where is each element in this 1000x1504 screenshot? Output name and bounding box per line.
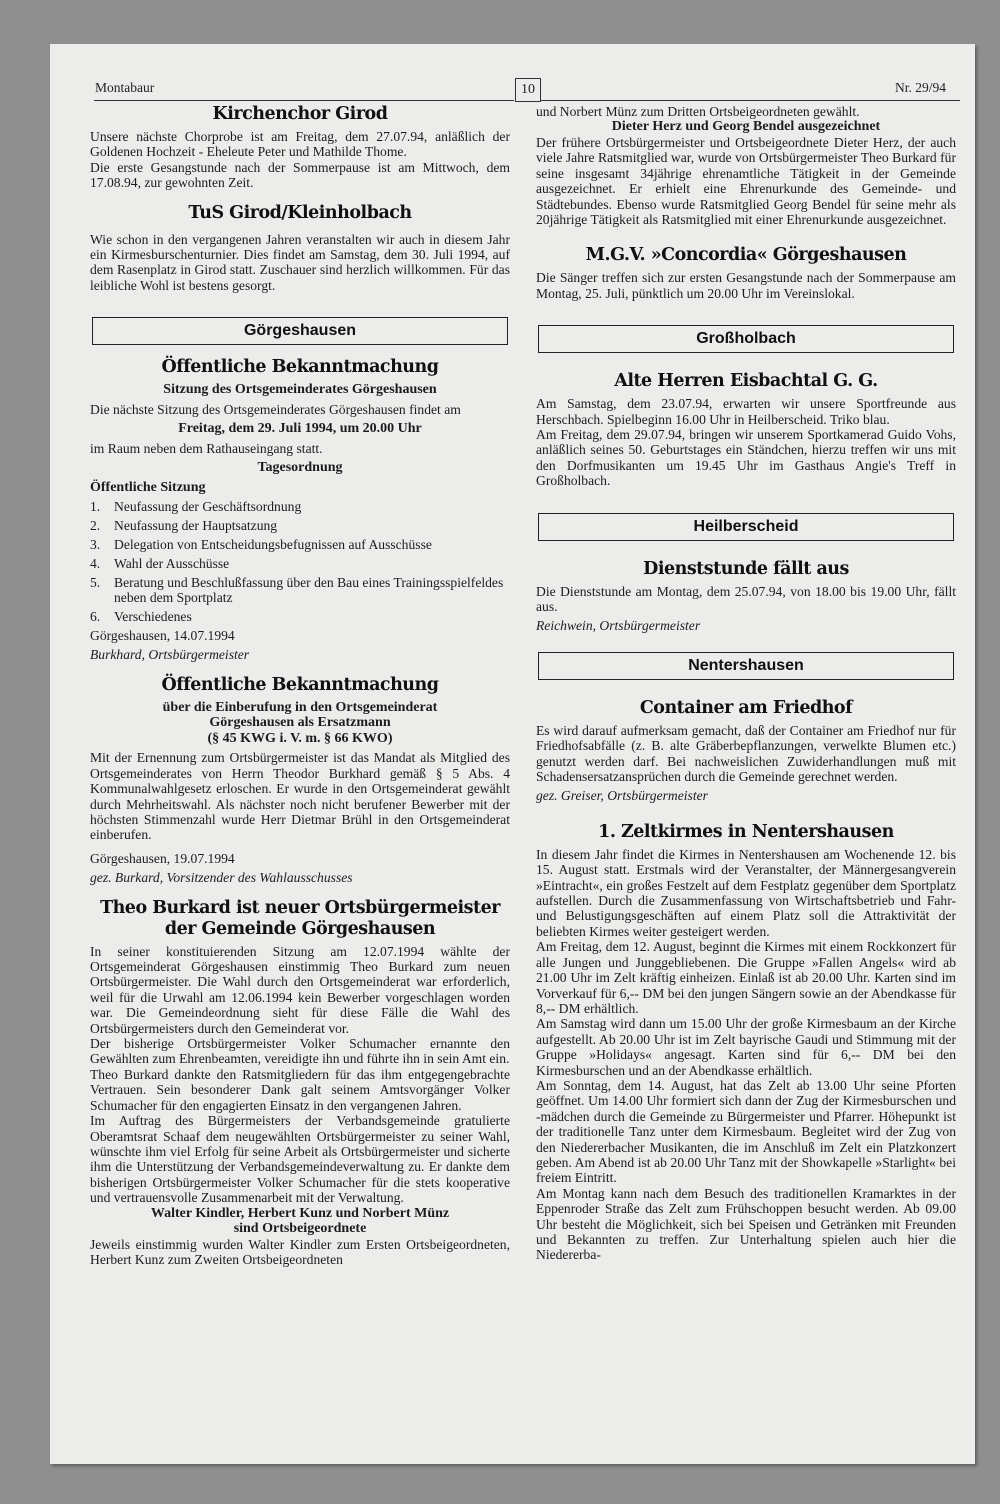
header-rule-left bbox=[94, 100, 514, 101]
signature: gez. Greiser, Ortsbürgermeister bbox=[536, 788, 708, 804]
article-text: Unsere nächste Chorprobe ist am Freitag, dem 27.07.94, anläßlich der Goldenen Hochzeit - Eheleute Peter und Mathilde Thome. bbox=[90, 129, 510, 160]
page-number: 10 bbox=[515, 78, 541, 102]
article-title: Öffentliche Bekanntmachung bbox=[161, 674, 439, 695]
article-subtitle: Görgeshausen als Ersatzmann bbox=[209, 715, 391, 731]
header-locality: Montabaur bbox=[95, 80, 155, 95]
agenda-item: 2. Neufassung der Hauptsatzung bbox=[90, 518, 278, 534]
public-session-heading: Öffentliche Sitzung bbox=[90, 479, 206, 495]
article-text: In seiner konstituierenden Sitzung am 12.07.1994 wählte der Ortsgemeinderat Görgeshausen einstimmig Theo Burkard zum neuen Ortsbürgermeister. Die Wahl durch den Ortsgemeinderat war erforderlich, weil für die Urwahl am 12.06.1994 kein Bewerber vorgeschlagen worden war. Die Gemeindeordnung sieht für diese Fälle die Wahl des Ortsbürgermeisters durch den Gemeinderat vor. bbox=[90, 943, 510, 1036]
article-title: Kirchenchor Girod bbox=[212, 104, 388, 124]
article-text: In diesem Jahr findet die Kirmes in Nentershausen am Wochenende 12. bis 15. August statt. Erstmals wird der Veranstalter, der Männergesangverein »Eintracht«, ein großes Festzelt auf dem Festplatz gegenüber dem Sportplatz aufstellen. Durch die Zusammenfassung von Wirtschaftsbetrieb und Fahr- und Belustigungsgeschäften auf einem Platz soll die Attraktivität der beliebten Kirmes weiter gesteigert werden. bbox=[536, 846, 956, 939]
article-title: Dienststunde fällt aus bbox=[643, 558, 849, 579]
issue-number: Nr. 29/94 bbox=[895, 80, 947, 95]
agenda-item: 5. Beratung und Beschlußfassung über den Bau eines Trainingsspielfeldes neben dem Sportplatz bbox=[90, 575, 504, 606]
article-title: TuS Girod/Kleinholbach bbox=[188, 202, 412, 223]
article-text: Die Sänger treffen sich zur ersten Gesangstunde nach der Sommerpause am Montag, 25. Juli, pünktlich um 20.00 Uhr im Vereinslokal. bbox=[536, 270, 956, 301]
article-text: Am Sonntag, dem 14. August, hat das Zelt ab 13.00 Uhr seine Pforten geöffnet. Um 14.00 Uhr formiert sich dann der Zug der Kirmesburschen und -mädchen durch die Gemeinde zu Bürgermeister und Pfarrer. Höhepunkt ist der traditionelle Tanz unter dem Kirmesbaum. Begleitet wird der Zug von den Niedererbacher Musikanten, die im Anschluß im Zelt ein Platzkonzert geben. Am Abend ist ab 20.00 Uhr Tanz mit der Showkapelle »Starlight« bei freiem Eintritt. bbox=[536, 1077, 956, 1186]
article-subheading: Walter Kindler, Herbert Kunz und Norbert Münz bbox=[150, 1205, 450, 1221]
article-text: im Raum neben dem Rathauseingang statt. bbox=[90, 440, 323, 456]
locality-header-box: Görgeshausen bbox=[92, 317, 508, 345]
article-title: der Gemeinde Görgeshausen bbox=[164, 918, 436, 939]
article-subtitle: über die Einberufung in den Ortsgemeinderat bbox=[162, 699, 438, 715]
agenda-list bbox=[90, 499, 510, 624]
article-subtitle: (§ 45 KWG i. V. m. § 66 KWO) bbox=[207, 730, 393, 746]
article-text: Der bisherige Ortsbürgermeister Volker Schumacher ernannte den Gewählten zum Ehrenbeamten, vereidigte ihn und führte ihn in sein Amt ein. bbox=[90, 1036, 510, 1067]
article-text: Jeweils einstimmig wurden Walter Kindler zum Ersten Ortsbeigeordneten, Herbert Kunz zum Zweiten Ortsbeigeordneten bbox=[90, 1236, 510, 1267]
article-text: Am Samstag, dem 23.07.94, erwarten wir unsere Sportfreunde aus Herschbach. Spielbeginn 16.00 Uhr in Heilberscheid. Triko blau. bbox=[536, 396, 956, 427]
article-text: Am Samstag wird dann um 15.00 Uhr der große Kirmesbaum an der Kirche aufgestellt. Ab 20.00 Uhr ist im Zelt bayrische Gaudi und Stimmung mit der Gruppe »Holidays« angesagt. Karten sind für 6,-- DM bei den Kirmesburschen und an der Abendkasse erhältlich. bbox=[536, 1016, 956, 1078]
locality-header-box: Nentershausen bbox=[538, 652, 954, 680]
agenda-item: 6. Verschiedenes bbox=[90, 609, 192, 625]
article-text: Die Dienststunde am Montag, dem 25.07.94, von 18.00 bis 19.00 Uhr, fällt aus. bbox=[536, 583, 956, 614]
locality-header-box: Heilberscheid bbox=[538, 513, 954, 541]
article-text: Es wird darauf aufmerksam gemacht, daß der Container am Friedhof nur für Friedhofsabfälle (z. B. alte Gräberbepflanzungen, verwelkte Blumen etc.) genutzt werden darf. Bei nachweislichen Zuwiderhandlungen muß mit Schadensersatzansprüchen durch die Gemeinde gerechnet werden. bbox=[536, 722, 956, 785]
header-rule-right bbox=[540, 100, 960, 101]
article-title: Theo Burkard ist neuer Ortsbürgermeister bbox=[100, 897, 500, 918]
article-subheading: Dieter Herz und Georg Bendel ausgezeichnet bbox=[611, 119, 881, 135]
article-text: Der frühere Ortsbürgermeister und Ortsbeigeordnete Dieter Herz, der auch viele Jahre Ratsmitglied war, wurde von Ortsbürgermeister Theo Burkard für seine insgesamt 34jährige ehrenamtliche Tätigkeit in der Gemeinde ausgezeichnet. Er erhielt eine Ehrenurkunde des Gemeinde- und Städtebundes. Ebenso wurde Ratsmitglied Georg Bendel für seine mehr als 20jährige Tätigkeit als Ratsmitglied mit einer Ehrenurkunde ausgezeichnet. bbox=[536, 134, 956, 227]
article-title: Öffentliche Bekanntmachung bbox=[161, 357, 439, 378]
article-subtitle: Sitzung des Ortsgemeinderates Görgeshausen bbox=[163, 382, 437, 398]
article-text: Mit der Ernennung zum Ortsbürgermeister ist das Mandat als Mitglied des Ortsgemeinderates von Herrn Theodor Burkhard gemäß § 5 Abs. 4 Kommunalwahlgesetz erloschen. Er wurde in den Ortsgemeinderat gewählt durch Mehrheitswahl. Als nächster noch nicht berufener Bewerber mit der höchsten Stimmenzahl wurde Herr Dietmar Brühl in den Ortsgemeinderat einberufen. bbox=[90, 750, 510, 843]
agenda-item: 3. Delegation von Entscheidungsbefugnissen auf Ausschüsse bbox=[90, 537, 432, 553]
article-text: Theo Burkard dankte den Ratsmitgliedern für das ihm entgegengebrachte Vertrauen. Sein besonderer Dank galt seinem Amtsvorgänger Volker Schumacher für den engagierten Einsatz in den vergangenen Jahren. bbox=[90, 1066, 510, 1113]
agenda-item: 1. Neufassung der Geschäftsordnung bbox=[90, 499, 302, 515]
article-subheading: sind Ortsbeigeordnete bbox=[233, 1221, 367, 1237]
agenda-item: 4. Wahl der Ausschüsse bbox=[90, 556, 230, 572]
locality-header-box: Großholbach bbox=[538, 325, 954, 353]
signature: gez. Burkard, Vorsitzender des Wahlausschusses bbox=[90, 870, 353, 886]
article-text: Am Freitag, dem 12. August, beginnt die Kirmes mit einem Rockkonzert für alle Jungen und Junggebliebenen. Die Gruppe »Fallen Angels« wird ab 21.00 Uhr im Zelt kräftig einheizen. Einlaß ist ab 20.00 Uhr. Karten sind im Vorverkauf für 6,-- DM bei den jungen Sängern sowie an der Abendkasse für 8,-- DM erhältlich. bbox=[536, 939, 956, 1016]
right-column bbox=[536, 104, 956, 1263]
article-text: Wie schon in den vergangenen Jahren veranstalten wir auch in diesem Jahr ein Kirmesburschenturnier. Dies findet am Samstag, dem 30. Juli 1994, auf dem Rasenplatz in Girod statt. Zuschauer sind herzlich willkommen. Für das leibliche Wohl ist bestens gesorgt. bbox=[90, 231, 510, 293]
article-title: 1. Zeltkirmes in Nentershausen bbox=[598, 821, 894, 842]
article-text: Die nächste Sitzung des Ortsgemeinderates Görgeshausen findet am bbox=[90, 401, 461, 417]
article-title: Container am Friedhof bbox=[639, 697, 853, 718]
agenda-heading: Tagesordnung bbox=[257, 460, 343, 476]
left-column bbox=[90, 104, 510, 1267]
article-text: Am Freitag, dem 29.07.94, bringen wir unserem Sportkamerad Guido Vohs, anläßlich seines 50. Geburtstages ein Ständchen, hierzu treffen wir uns mit den Dorfmusikanten um 19.45 Uhr im Gasthaus Angie's Treff in Großholbach. bbox=[536, 426, 956, 489]
signature: Burkhard, Ortsbürgermeister bbox=[90, 647, 250, 663]
article-text: Am Montag kann nach dem Besuch des traditionellen Kramarktes in der Eppenroder Straße das Zelt zum Frühschoppen besucht werden. Ab 09.00 Uhr besteht die Möglichkeit, sich bei Speisen und Getränken mit Freunden und Bekannten zu treffen. Zur Unterhaltung spielen auch hier die Niedererba- bbox=[536, 1185, 956, 1263]
place-date: Görgeshausen, 14.07.1994 bbox=[90, 628, 235, 644]
article-text: und Norbert Münz zum Dritten Ortsbeigeordneten gewählt. bbox=[536, 104, 860, 119]
article-text: Die erste Gesangstunde nach der Sommerpause ist am Mittwoch, dem 17.08.94, zur gewohnten Zeit. bbox=[90, 159, 510, 191]
meeting-date: Freitag, dem 29. Juli 1994, um 20.00 Uhr bbox=[178, 421, 422, 437]
signature: Reichwein, Ortsbürgermeister bbox=[536, 618, 701, 634]
article-text: Im Auftrag des Bürgermeisters der Verbandsgemeinde gratulierte Oberamtsrat Schaaf dem neugewählten Ortsbürgermeister zu seiner Wahl, wünschte ihm viel Erfolg für seine Arbeit als Ortsbürgermeister und sicherte ihm die Unterstützung der Verbandsgemeindeverwaltung zu. Er dankte dem bisherigen Ortsbürgermeister Volker Schumacher für die stets kooperative und vertrauensvolle Zusammenarbeit mit der Verwaltung. bbox=[90, 1113, 510, 1206]
article-title: M.G.V. »Concordia« Görgeshausen bbox=[585, 245, 907, 266]
article-title: Alte Herren Eisbachtal G. G. bbox=[614, 371, 878, 392]
place-date: Görgeshausen, 19.07.1994 bbox=[90, 850, 235, 866]
